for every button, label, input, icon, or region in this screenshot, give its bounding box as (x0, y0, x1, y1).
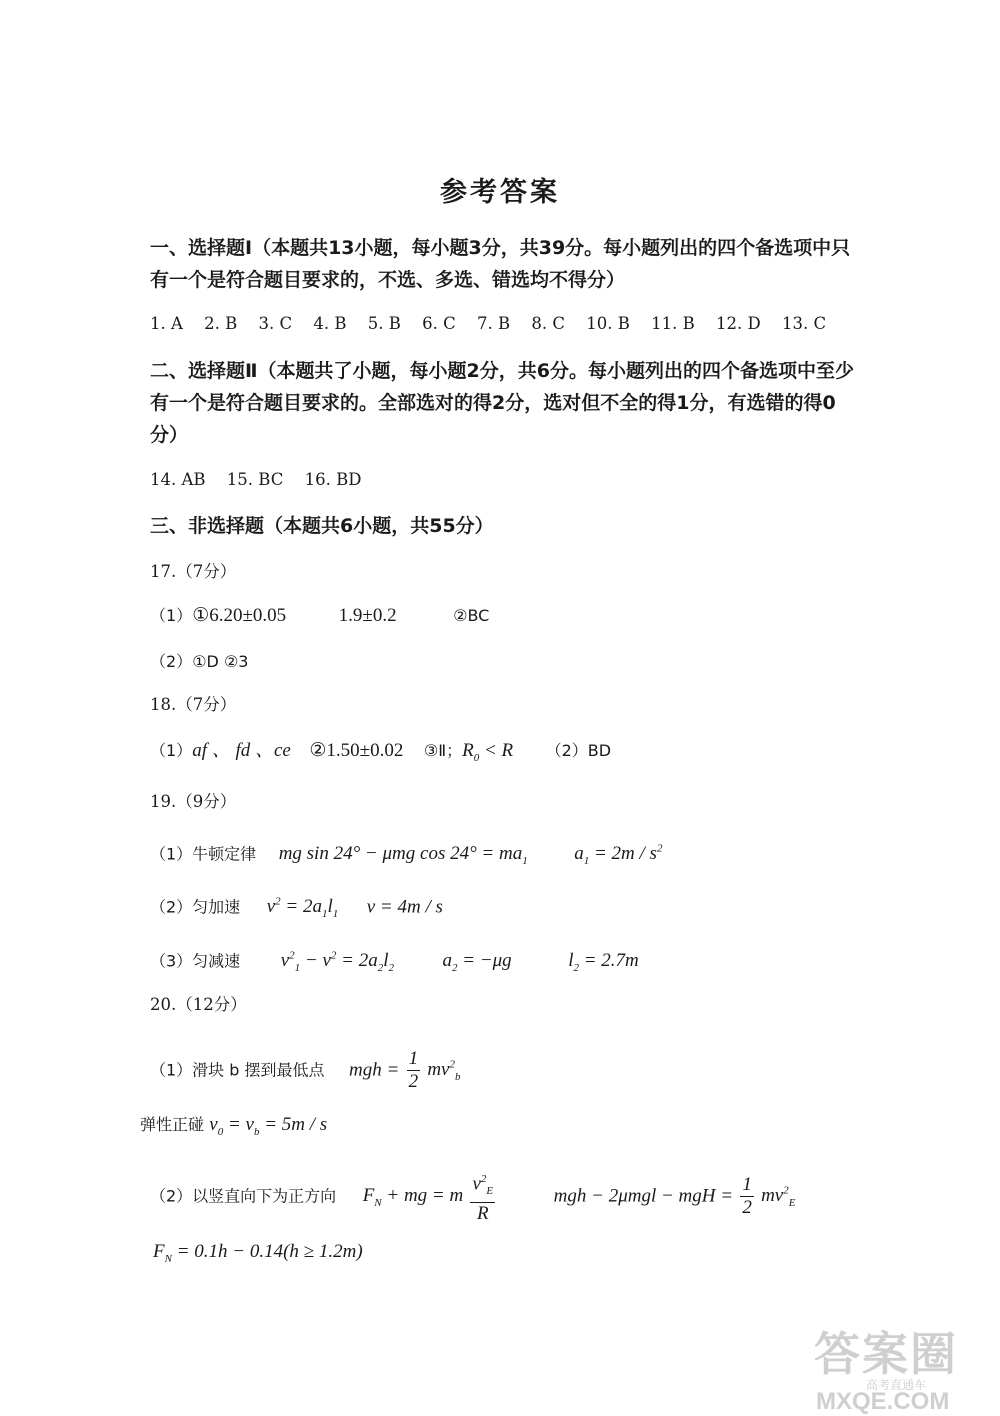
math-expr: mg sin 24° − μmg $\cos 24^\circ = ma_1$ (278, 843, 528, 868)
answer-value: af 、 fd 、ce (192, 740, 291, 761)
answer-item: 4. B (313, 314, 347, 333)
section-3-heading: 三、非选择题（本题共6小题，共55分） (150, 515, 494, 537)
q19-part3 (150, 944, 639, 980)
math-expr: $mv^2_b$ (427, 1059, 461, 1084)
answer-value: ②BC (453, 606, 490, 625)
fraction: $\frac{1}{2}$ (742, 1174, 752, 1219)
math-expr: v = 4m / s (366, 896, 443, 918)
watermark-logo (796, 1318, 996, 1414)
part-label: 弹性正碰 (140, 1115, 205, 1134)
math-expr: $R_0 < R$ (462, 740, 514, 764)
part-label: （1） (150, 606, 193, 625)
part-label: （2） (150, 652, 193, 671)
answer-item: 7. B (477, 314, 511, 333)
answer-item: 1. A (150, 314, 183, 333)
answer-value: ①6.20±0.05 (192, 605, 287, 626)
answer-item: 6. C (422, 314, 456, 333)
q17-part2 (150, 650, 248, 674)
watermark-subtitle: 高考直通车 (866, 1378, 927, 1392)
watermark-url: MXQE.COM (816, 1388, 950, 1415)
q19-heading: 19.（9分） (150, 792, 237, 811)
page-title: 参考答案 (440, 177, 560, 208)
part-label: （1）牛顿定律 (150, 844, 257, 864)
math-expr: $mv^2_E$ (761, 1185, 796, 1210)
q20-part1-collision (140, 1113, 327, 1144)
section-2-answers (150, 468, 377, 492)
q20-part3 (153, 1240, 363, 1271)
math-expr: $F_N$ + mg = m (362, 1185, 464, 1210)
math-expr: $v^2_1 - v^2 = 2a_2l_2$ (280, 950, 394, 975)
part-label: （1） (150, 741, 193, 760)
answer-item: 12. D (716, 314, 761, 333)
answer-value: ①D ②3 (192, 652, 249, 671)
q18-heading: 18.（7分） (150, 695, 237, 714)
math-expr: mgh − 2μmgl − mgH = (553, 1185, 734, 1207)
answer-item: 15. BC (226, 470, 284, 489)
answer-item: 10. B (586, 314, 630, 333)
q19-part2 (150, 890, 443, 926)
watermark-title: 答案圈 (814, 1327, 958, 1381)
answer-item: 5. B (367, 314, 401, 333)
math-expr: $v^2 = 2a_1l_1$ (266, 896, 339, 921)
fraction: $\frac{1}{2}$ (408, 1048, 419, 1093)
answer-item: 16. BD (304, 470, 362, 489)
answer-item: 8. C (531, 314, 566, 333)
part-label: （2）匀加速 (150, 897, 241, 917)
q18-part1 (150, 739, 611, 770)
answer-value: 1.9±0.2 (338, 605, 397, 626)
fraction: $\frac{v^2_E}{R}$ (470, 1168, 495, 1225)
answer-value: ②1.50±0.02 (309, 740, 404, 761)
math-expr: $l_2 = 2.7m$ (568, 950, 639, 975)
section-2-heading: 二、选择题Ⅱ（本题共了小题，每小题2分，共6分。每小题列出的四个备选项中至少有一个是符合题目要求的。全部选对的得2分，选对但不全的得1分，有选错的得0分） (150, 360, 854, 446)
part-label: （2）以竖直向下为正方向 (150, 1186, 337, 1206)
answer-item: 13. C (782, 314, 827, 333)
q17-part1 (150, 604, 489, 628)
q20-part2 (150, 1166, 795, 1228)
q19-part1 (150, 837, 662, 873)
answer-item: 14. AB (150, 470, 206, 489)
section-1-answers (150, 312, 842, 336)
answer-item: 11. B (651, 314, 695, 333)
answer-item: 3. C (258, 314, 293, 333)
math-expr: $F_N = 0.1h - 0.14(h \ge 1.2m)$ (153, 1241, 363, 1265)
part-label: （3）匀减速 (150, 951, 241, 971)
math-expr: mgh = (349, 1059, 400, 1081)
q20-part1 (150, 1040, 460, 1102)
answer-item: 2. B (204, 314, 238, 333)
math-expr: $v_0 = v_b = 5m / s$ (209, 1114, 328, 1138)
part-label: （1）滑块 b 摆到最低点 (150, 1060, 325, 1080)
answer-value: （2）BD (545, 741, 612, 760)
answer-value: ③Ⅱ； (423, 741, 463, 760)
math-expr: $a_1 = 2m / s^2$ (574, 843, 663, 868)
q17-heading: 17.（7分） (150, 562, 237, 581)
math-expr: $a_2 = -\mu g$ (442, 950, 512, 975)
q20-heading: 20.（12分） (150, 995, 247, 1014)
section-1-heading: 一、选择题Ⅰ（本题共13小题，每小题3分，共39分。每小题列出的四个备选项中只有一个是符合题目要求的，不选、多选、错选均不得分） (150, 237, 851, 291)
